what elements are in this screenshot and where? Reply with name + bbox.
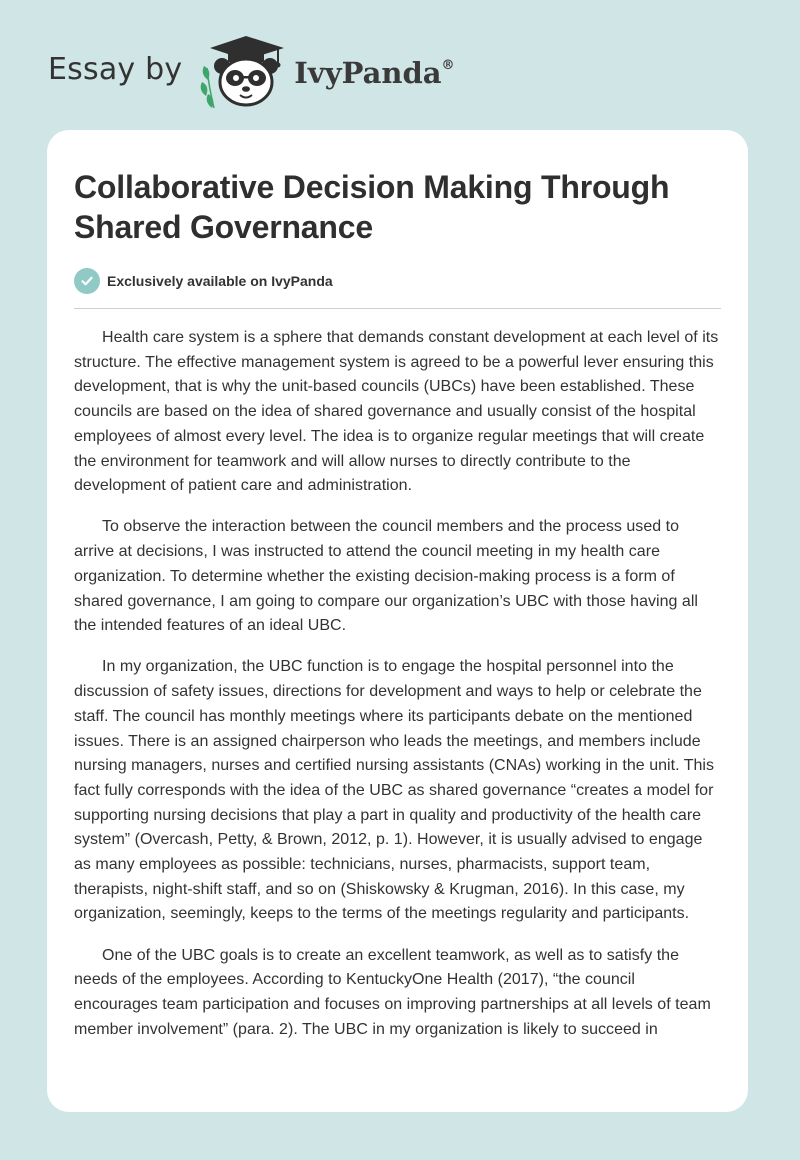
essay-card	[47, 130, 748, 1112]
brand-name: IvyPanda®	[294, 56, 455, 90]
essay-title: Collaborative Decision Making Through Shared Governance	[74, 169, 670, 245]
essay-body	[74, 326, 721, 1042]
brand-header	[48, 34, 488, 110]
check-icon	[74, 268, 100, 294]
panda-logo-icon	[198, 34, 288, 110]
paragraph: In my organization, the UBC function is to engage the hospital personnel into the discussion of safety issues, directions for development and ways to help or celebrate the staff. The council has monthly meetings where its participants debate on the mentioned issues. There is an assigned chairperson who leads the meetings, and members include nursing managers, nurses and certified nursing assistants (CNAs) working in the unit. This fact fully corresponds with the idea of the UBC as shared governance “creates a model for supporting nursing decisions that play a part in quality and productivity of the health care system” (Overcash, Petty, & Brown, 2012, p. 1). However, it is usually advised to engage as many employees as possible: technicians, nurses, pharmacists, support team, therapists, night-shift staff, and so on (Shiskowsky & Krugman, 2016). In this case, my organization, seemingly, keeps to the terms of the meetings regularity and participants.	[74, 658, 715, 923]
brand-prefix: Essay by	[48, 51, 183, 87]
paragraph: To observe the interaction between the council members and the process used to arrive at decisions, I was instructed to attend the council meeting in my health care organization. To determine whether the existing decision-making process is a form of shared governance, I am going to compare our organization’s UBC with those having all the intended features of an ideal UBC.	[74, 518, 698, 635]
badge-text: Exclusively available on IvyPanda	[107, 273, 333, 289]
paragraph: One of the UBC goals is to create an excellent teamwork, as well as to satisfy the needs of the employees. According to KentuckyOne Health (2017), “the council encourages team participation and focuses on improving partnerships at all levels of team member involvement” (para. 2). The UBC in my organization is likely to succeed in	[74, 946, 711, 1038]
exclusive-badge	[74, 267, 721, 295]
paragraph: Health care system is a sphere that demands constant development at each level of its structure. The effective management system is agreed to be a powerful lever ensuring this development, that is why the unit-based councils (UBCs) have been established. These councils are based on the idea of shared governance and usually consist of the hospital employees of almost every level. The idea is to organize regular meetings that will create the environment for teamwork and will allow nurses to directly contribute to the development of patient care and administration.	[74, 329, 719, 495]
divider	[74, 308, 721, 309]
